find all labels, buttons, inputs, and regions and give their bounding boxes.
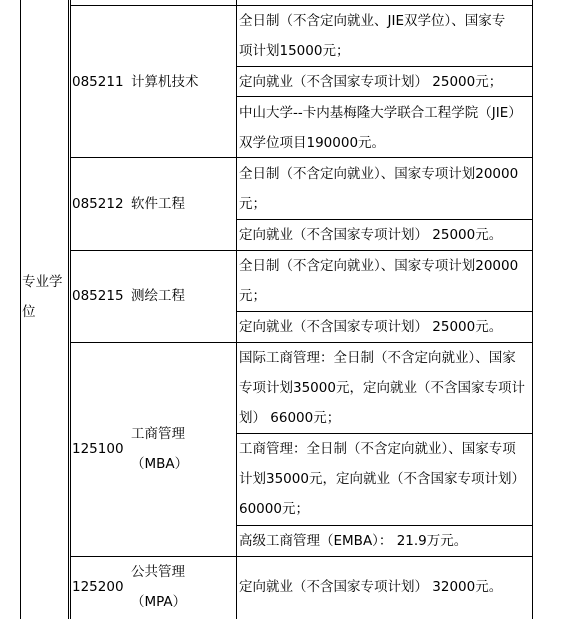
fee-text: 60000元； bbox=[239, 501, 309, 517]
fee-text: 高级工商管理（EMBA）： 21.9万元。 bbox=[239, 533, 468, 549]
program-name: （MBA） bbox=[131, 456, 189, 472]
program-code: 125200 bbox=[72, 579, 124, 595]
program-name: 工商管理 bbox=[131, 426, 185, 442]
program-code: 085211 bbox=[72, 74, 124, 90]
fee-text: 元； bbox=[239, 196, 266, 212]
program-code: 125100 bbox=[72, 441, 124, 457]
fee-text: 工商管理：全日制（不含定向就业）、国家专项 bbox=[239, 441, 516, 457]
program-name: 软件工程 bbox=[131, 196, 185, 212]
col-border bbox=[236, 0, 237, 619]
fee-text: 国际工商管理：全日制（不含定向就业）、国家 bbox=[239, 350, 516, 366]
col-border bbox=[532, 0, 533, 619]
fee-text: 全日制（不含定向就业、JIE双学位）、国家专 bbox=[239, 13, 506, 29]
fee-text: 元； bbox=[239, 288, 266, 304]
fee-text: 定向就业（不含国家专项计划） 25000元。 bbox=[239, 319, 503, 335]
program-code: 085215 bbox=[72, 288, 124, 304]
fee-text: 双学位项目190000元。 bbox=[239, 135, 386, 151]
col-border bbox=[68, 0, 69, 619]
fee-text: 全日制（不含定向就业）、国家专项计划20000 bbox=[239, 258, 519, 274]
category-label: 专业学 bbox=[22, 274, 63, 290]
fee-text: 划） 66000元； bbox=[239, 410, 341, 426]
program-name: （MPA） bbox=[131, 594, 187, 610]
fee-text: 专项计划35000元，定向就业（不含国家专项计 bbox=[239, 380, 525, 396]
fee-text: 中山大学--卡内基梅隆大学联合工程学院（JIE） bbox=[239, 105, 522, 121]
program-name: 计算机技术 bbox=[131, 74, 199, 90]
fee-text: 定向就业（不含国家专项计划） 25000元； bbox=[239, 74, 503, 90]
fee-text: 计划35000元，定向就业（不含国家专项计划） bbox=[239, 471, 525, 487]
fee-text: 全日制（不含定向就业）、国家专项计划20000 bbox=[239, 166, 519, 182]
program-code: 085212 bbox=[72, 196, 124, 212]
col-border bbox=[20, 0, 21, 619]
fee-text: 项计划15000元； bbox=[239, 43, 350, 59]
fee-text: 定向就业（不含国家专项计划） 32000元。 bbox=[239, 579, 503, 595]
category-label: 位 bbox=[22, 304, 36, 320]
fee-text: 定向就业（不含国家专项计划） 25000元。 bbox=[239, 227, 503, 243]
col-border bbox=[70, 0, 71, 619]
program-name: 公共管理 bbox=[131, 564, 185, 580]
program-name: 测绘工程 bbox=[131, 288, 185, 304]
